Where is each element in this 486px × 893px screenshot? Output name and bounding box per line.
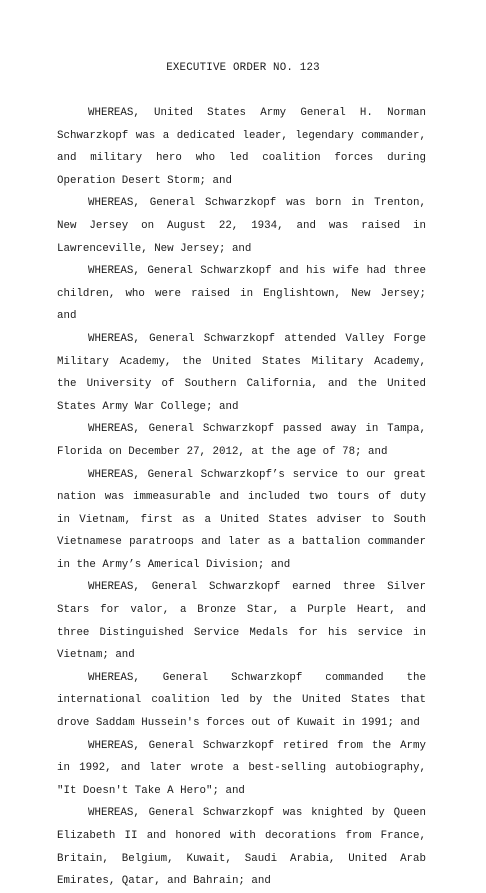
- whereas-paragraph: WHEREAS, General Schwarzkopf passed away in Tampa, Florida on December 27, 2012, at the age of 78; and: [57, 423, 426, 458]
- whereas-paragraph: WHEREAS, General Schwarzkopf was knighted by Queen Elizabeth II and honored with decorations from France, Britain, Belgium, Kuwait, Saudi Arabia, United Arab Emirates, Qatar, and Bahrain; and: [57, 807, 426, 888]
- whereas-paragraph: WHEREAS, General Schwarzkopf earned three Silver Stars for valor, a Bronze Star, a Purple Heart, and three Distinguished Service Medals for his service in Vietnam; and: [57, 581, 426, 662]
- document-body: [57, 102, 426, 893]
- whereas-paragraph: WHEREAS, General Schwarzkopf attended Valley Forge Military Academy, the United States Military Academy, the University of Southern California, and the United States Army War College; and: [57, 332, 426, 413]
- whereas-paragraph: WHEREAS, General Schwarzkopf’s service to our great nation was immeasurable and included two tours of duty in Vietnam, first as a United States adviser to South Vietnamese paratroops and later as a battalion commander in the Army’s Americal Division; and: [57, 468, 426, 571]
- whereas-paragraph: WHEREAS, General Schwarzkopf commanded the international coalition led by the United States that drove Saddam Hussein's forces out of Kuwait in 1991; and: [57, 671, 426, 730]
- document-title: EXECUTIVE ORDER NO. 123: [166, 62, 320, 74]
- whereas-paragraph: WHEREAS, General Schwarzkopf and his wife had three children, who were raised in Englishtown, New Jersey; and: [57, 265, 426, 323]
- whereas-paragraph: WHEREAS, United States Army General H. Norman Schwarzkopf was a dedicated leader, legendary commander, and military hero who led coalition forces during Operation Desert Storm; and: [57, 107, 426, 187]
- whereas-paragraph: WHEREAS, General Schwarzkopf retired from the Army in 1992, and later wrote a best-selling autobiography, "It Doesn't Take A Hero"; and: [57, 739, 426, 797]
- whereas-paragraph: WHEREAS, General Schwarzkopf was born in Trenton, New Jersey on August 22, 1934, and was raised in Lawrenceville, New Jersey; and: [57, 197, 426, 255]
